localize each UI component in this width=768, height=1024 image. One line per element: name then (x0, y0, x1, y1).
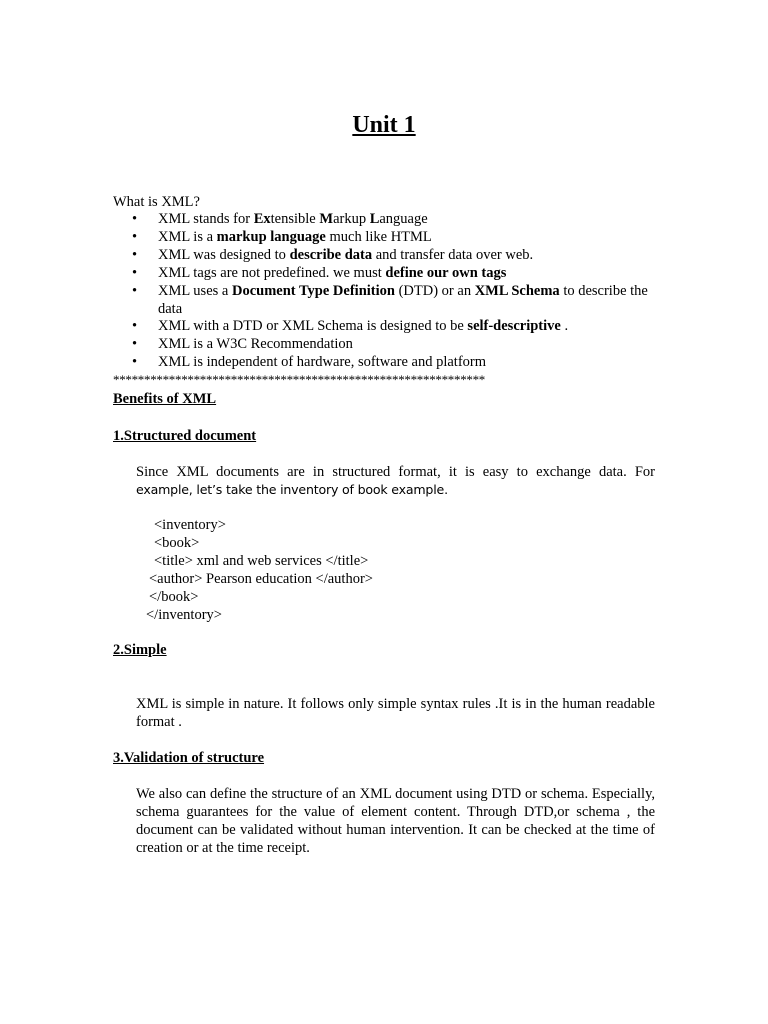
list-item (113, 336, 658, 354)
section2-heading: 2.Simple (113, 642, 167, 658)
list-item (113, 247, 658, 265)
section2-paragraph: XML is simple in nature. It follows only simple syntax rules .It is in the human readable format . (136, 696, 655, 730)
bold-run: M (319, 211, 334, 227)
bold-run: markup language (216, 228, 326, 245)
separator-line: ************************************************************ (113, 372, 486, 387)
section1-heading: 1.Structured document (113, 428, 257, 444)
list-item (113, 354, 658, 372)
section1-paragraph-line2: example, let’s take the inventory of book example. (136, 482, 448, 497)
section3-heading: 3.Validation of structure (113, 750, 265, 766)
text-run: XML is a W3C Recommendation (158, 336, 353, 353)
section1-paragraph-line1: Since XML documents are in structured format, it is easy to exchange data. For (136, 464, 655, 480)
text-run: XML tags are not predefined. we must (158, 264, 386, 281)
benefits-heading: Benefits of XML (113, 391, 217, 407)
bold-run: L (369, 211, 380, 227)
text-run: much like HTML (325, 228, 432, 245)
list-item (113, 318, 658, 336)
text-run: XML was designed to (158, 246, 290, 263)
text-run: . (560, 318, 569, 335)
bold-run: Document Type Definition (231, 282, 395, 299)
text-run: and transfer data over web. (372, 246, 534, 263)
bold-run: x (263, 211, 271, 227)
page-title: Unit 1 (352, 112, 416, 138)
text-run: (DTD) or an (394, 282, 475, 299)
text-run: XML is a (158, 228, 217, 245)
bold-run: E (253, 211, 264, 227)
text-run: XML with a DTD or XML Schema is designed to be (158, 318, 468, 335)
text-run: to describe the data (158, 282, 648, 317)
code-line-author: <author> Pearson education </author> (149, 571, 373, 587)
text-run: tensible (270, 211, 320, 227)
code-line-inventory-open: <inventory> (154, 517, 226, 533)
text-run: XML stands for (158, 211, 254, 227)
section3-paragraph: We also can define the structure of an XML document using DTD or schema. Especially, schema guarantees for the value of element content. Through DTD,or schema , the document can be validated without human intervention. It can be checked at the time of creation or at the time receipt. (136, 786, 655, 856)
bold-run: define our own tags (385, 264, 507, 281)
code-line-book-close: </book> (149, 589, 199, 605)
intro-question: What is XML? (113, 194, 200, 210)
code-line-title: <title> xml and web services </title> (154, 553, 369, 569)
xml-facts-list (113, 211, 658, 372)
text-run: arkup (333, 211, 370, 227)
list-item (113, 283, 658, 319)
list-item (113, 229, 658, 247)
text-run: anguage (379, 211, 428, 227)
bold-run: self-descriptive (467, 318, 561, 335)
bold-run: XML Schema (474, 282, 560, 299)
bold-run: describe data (289, 246, 373, 263)
text-run: XML uses a (158, 282, 232, 299)
code-line-book-open: <book> (154, 535, 200, 551)
list-item (113, 211, 658, 229)
code-line-inventory-close: </inventory> (146, 607, 222, 623)
text-run: XML is independent of hardware, software and platform (158, 354, 487, 371)
list-item (113, 265, 658, 283)
